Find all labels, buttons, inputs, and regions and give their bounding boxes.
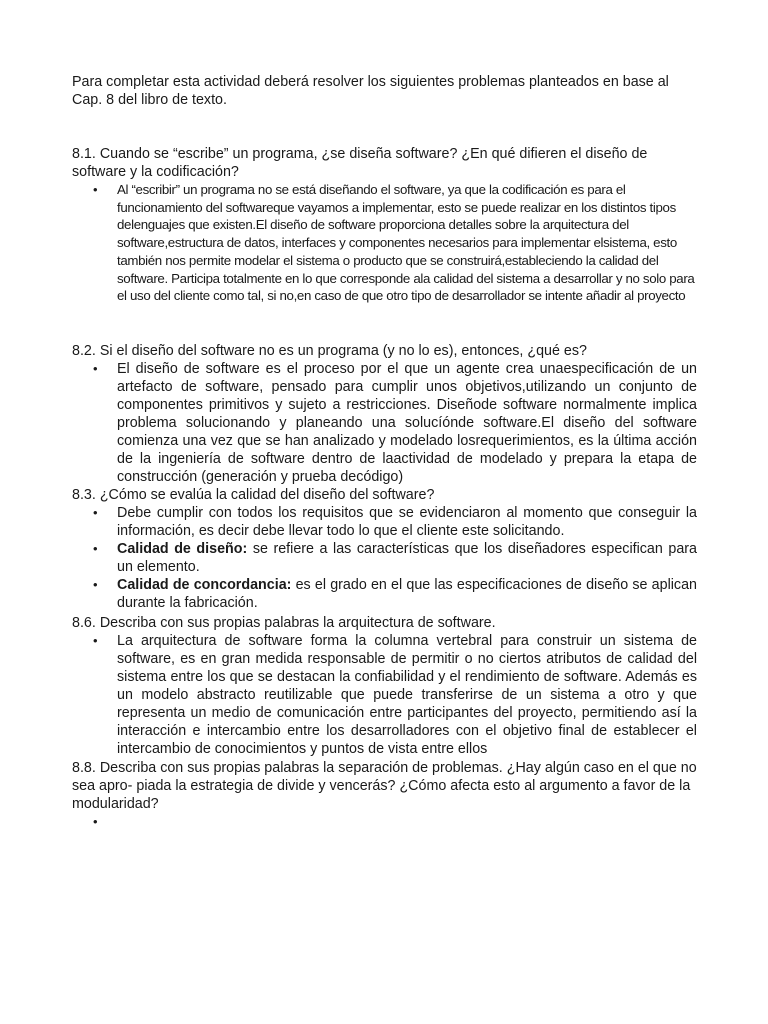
answer-list-8-8 — [117, 813, 697, 831]
intro-paragraph: Para completar esta actividad deberá resolver los siguientes problemas planteados en base al Cap. 8 del libro de texto. — [72, 74, 669, 108]
calidad-concordancia-text: es el grado en el que las especificaciones de diseño se aplican durante la fabricación. — [117, 577, 697, 611]
question-8-8: 8.8. Describa con sus propias palabras la separación de problemas. ¿Hay algún caso en el que no sea apro- piada la estrategia de divide y vencerás? ¿Cómo afecta esto al argumento a favor de la modularidad? — [72, 760, 697, 812]
question-8-2: 8.2. Si el diseño del software no es un programa (y no lo es), entonces, ¿qué es? — [72, 343, 587, 359]
calidad-diseno-label: Calidad de diseño: — [117, 541, 248, 557]
answer-list-8-2 — [117, 360, 697, 486]
answer-8-8 — [117, 813, 697, 831]
answer-8-3-item-1: • Debe cumplir con todos los requisitos que se evidenciaron al momento que conseguir la información, es decir debe llevar todo lo que el cliente este solicitando. — [117, 504, 697, 540]
answer-8-6: • La arquitectura de software forma la columna vertebral para construir un sistema de software, es en gran medida responsable de permitir o no ciertos atributos de calidad del sistema entre los que se destacan la confiabilidad y el rendimiento de software. Además es un modelo abstracto reutilizable que puede transferirse de un sistema a otro y que representa un medio de comunicación entre participantes del proyecto, permitiendo así la interacción e intercambio entre los desarrolladores con el objetivo final de establecer el intercambio de conocimientos y puntos de vista entre ellos — [117, 632, 697, 758]
answer-list-8-1 — [117, 181, 697, 305]
answer-8-1: • Al “escribir” un programa no se está diseñando el software, ya que la codificación es para el funcionamiento del softwareque vayamos a implementar, esto se puede realizar en los distintos tipos delenguajes que existen.El diseño de software proporciona detalles sobre la arquitectura del software,estructura de datos, interfaces y componentes necesarios para implementar elsistema, esto también nos permite modelar el sistema o producto que se construirá,estableciendo la calidad del software. Participa totalmente en lo que corresponde ala calidad del sistema a desarrollar y no solo para el uso del cliente como tal, si no,en caso de que otro tipo de desarrollador se intente añadir al proyecto — [117, 181, 697, 305]
answer-list-8-3 — [117, 504, 697, 612]
calidad-diseno-text: se refiere a las características que los diseñadores especifican para un elemento. — [117, 541, 697, 575]
calidad-concordancia-label: Calidad de concordancia: — [117, 577, 292, 593]
question-8-3: 8.3. ¿Cómo se evalúa la calidad del diseño del software? — [72, 487, 435, 503]
answer-8-2: • El diseño de software es el proceso por el que un agente crea unaespecificación de un artefacto de software, pensado para cumplir unos objetivos,utilizando un conjunto de componentes primitivos y sujeto a restricciones. Diseñode software normalmente implica problema solucionando y planeando una solucíónde software.El diseño del software comienza una vez que se han analizado y modelado losrequerimientos, es la última acción de la ingeniería de software dentro de laactividad de modelado y prepara la etapa de construcción (generación y prueba decódigo) — [117, 360, 697, 486]
question-8-1: 8.1. Cuando se “escribe” un programa, ¿se diseña software? ¿En qué difieren el diseño de software y la codificación? — [72, 146, 648, 180]
question-8-6: 8.6. Describa con sus propias palabras la arquitectura de software. — [72, 615, 496, 631]
answer-list-8-6 — [117, 632, 697, 758]
answer-8-3-item-2 — [117, 540, 697, 576]
answer-8-3-item-3 — [117, 576, 697, 612]
